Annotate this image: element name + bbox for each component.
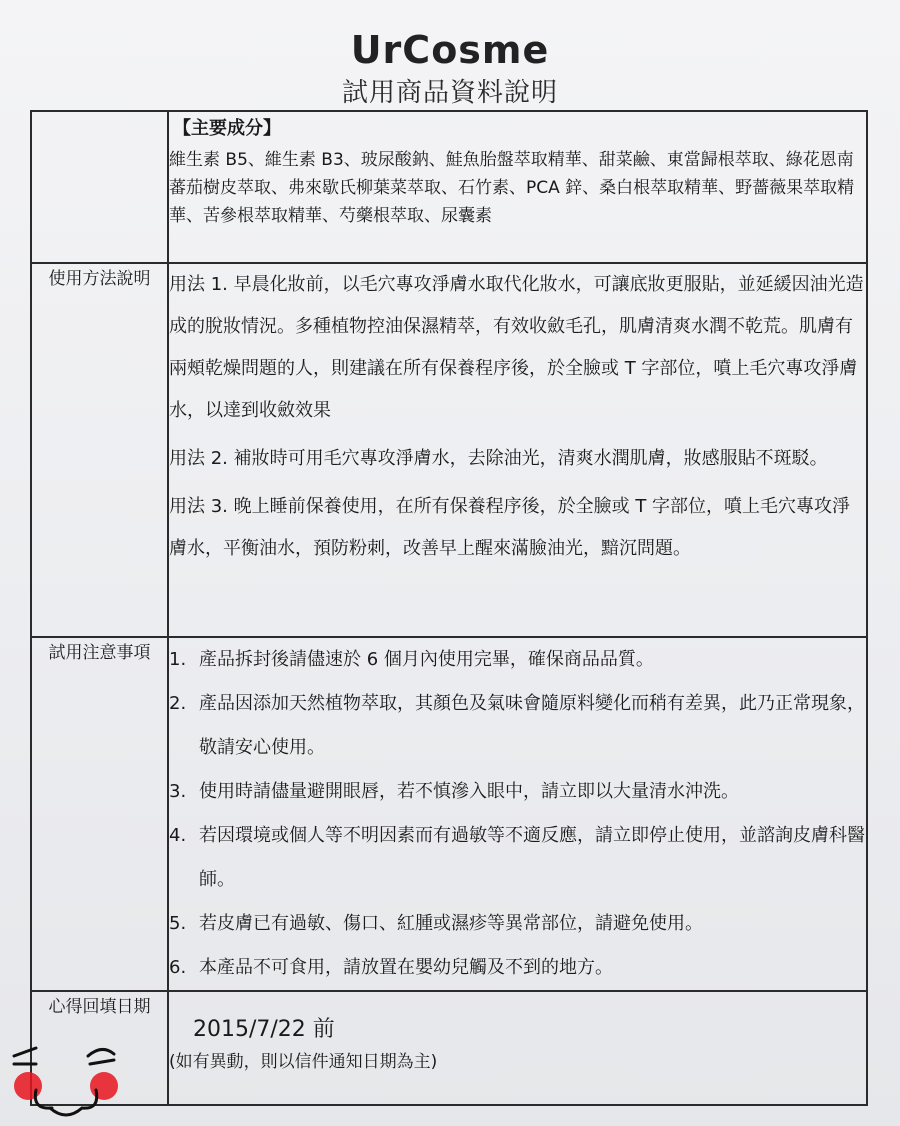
ingredients-row [31, 111, 867, 263]
ingredients-heading: 【主要成分】 [173, 118, 281, 139]
note-text: 若因環境或個人等不明因素而有過敏等不適反應，請立即停止使用，並諮詢皮膚科醫師。 [199, 825, 865, 890]
document-title: 試用商品資料說明 [341, 78, 558, 108]
product-info-table [30, 110, 868, 1106]
usage-method-3: 用法 3. 晚上睡前保養使用，在所有保養程序後，於全臉或 T 字部位，噴上毛穴專攻淨膚水，平衡油水，預防粉刺，改善早上醒來滿臉油光，黯沉問題。 [169, 496, 851, 559]
notes-label: 試用注意事項 [31, 637, 168, 991]
note-item [169, 814, 866, 902]
note-text: 產品因添加天然植物萃取，其顏色及氣味會隨原料變化而稍有差異，此乃正常現象，敬請安心使用。 [199, 693, 865, 758]
feedback-cell [168, 991, 867, 1105]
note-item [169, 638, 866, 682]
note-number: 2. [169, 693, 187, 714]
feedback-row [31, 991, 867, 1105]
note-text: 本產品不可食用，請放置在嬰幼兒觸及不到的地方。 [199, 957, 613, 978]
note-text: 產品拆封後請儘速於 6 個月內使用完畢，確保商品品質。 [199, 649, 654, 670]
feedback-date-note: (如有異動，則以信件通知日期為主) [169, 1052, 438, 1072]
ingredients-text: 維生素 B5、維生素 B3、玻尿酸鈉、鮭魚胎盤萃取精華、甜菜鹼、東當歸根萃取、綠花恩南蕃茄樹皮萃取、弗來歇氏柳葉菜萃取、石竹素、PCA 鋅、桑白根萃取精華、野薔薇果萃取精華、苦參根萃取精華、芍藥根萃取、尿囊素 [169, 150, 855, 226]
usage-row [31, 263, 867, 637]
usage-label: 使用方法說明 [31, 263, 168, 637]
feedback-date: 2015/7/22 前 [193, 1017, 335, 1042]
note-number: 3. [169, 781, 187, 802]
notes-list [169, 638, 866, 990]
note-text: 若皮膚已有過敏、傷口、紅腫或濕疹等異常部位，請避免使用。 [199, 913, 703, 934]
notes-cell [168, 637, 867, 991]
usage-method-1: 用法 1. 早晨化妝前，以毛穴專攻淨膚水取代化妝水，可讓底妝更服貼，並延緩因油光造成的脫妝情況。多種植物控油保濕精萃，有效收斂毛孔，肌膚清爽水潤不乾荒。肌膚有兩頰乾燥問題的人，則建議在所有保養程序後，於全臉或 T 字部位，噴上毛穴專攻淨膚水，以達到收斂效果 [169, 274, 864, 421]
note-item [169, 682, 866, 770]
note-number: 6. [169, 957, 187, 978]
smiley-doodle-icon [6, 1024, 126, 1126]
note-number: 1. [169, 649, 187, 670]
ingredients-label-cell [31, 111, 168, 263]
urcosme-logo: UrCosme [350, 28, 550, 72]
note-number: 4. [169, 825, 187, 846]
note-item [169, 946, 866, 990]
note-item [169, 902, 866, 946]
notes-row [31, 637, 867, 991]
usage-cell [168, 263, 867, 637]
feedback-label: 心得回填日期 [31, 991, 168, 1105]
usage-method-2: 用法 2. 補妝時可用毛穴專攻淨膚水，去除油光，清爽水潤肌膚，妝感服貼不斑駁。 [169, 448, 828, 469]
note-number: 5. [169, 913, 187, 934]
note-text: 使用時請儘量避開眼唇，若不慎滲入眼中，請立即以大量清水沖洗。 [199, 781, 739, 802]
note-item [169, 770, 866, 814]
ingredients-cell [168, 111, 867, 263]
